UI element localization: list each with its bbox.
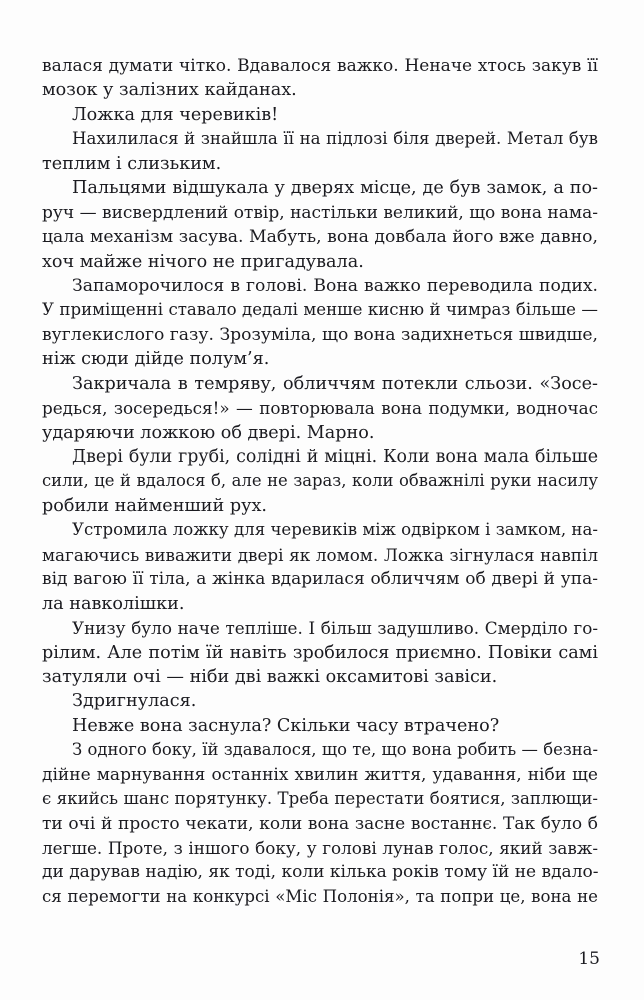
text-line: рілим. Але потім їй навіть зробилося приємно. Повіки самі bbox=[42, 642, 598, 663]
text-line: дійне марнування останніх хвилин життя, удавання, ніби ще bbox=[42, 764, 598, 785]
text-line: затуляли очі — ніби дві важкі оксамитові завіси. bbox=[42, 666, 498, 687]
text-line: Запаморочилося в голові. Вона важко переводила подих. bbox=[72, 275, 598, 296]
text-line: З одного боку, їй здавалося, що те, що вона робить — безна- bbox=[72, 740, 598, 760]
text-line: ся перемогти на конкурсі «Міс Полонія», та попри це, вона не bbox=[42, 886, 598, 906]
body-text bbox=[42, 54, 598, 909]
text-line: валася думати чітко. Вдавалося важко. Неначе хтось закув її bbox=[42, 56, 598, 76]
text-line: ти очі й просто чекати, коли вона засне востаннє. Так було б bbox=[42, 813, 598, 834]
text-line: від вагою її тіла, а жінка вдарилася обличчям об двері й упа- bbox=[42, 569, 598, 590]
text-line: сили, це й вдалося б, але не зараз, коли обважнілі руки насилу bbox=[42, 471, 598, 491]
text-line: хоч майже нічого не пригадувала. bbox=[42, 251, 364, 272]
text-line: теплим і слизьким. bbox=[42, 153, 222, 174]
text-line: легше. Проте, з іншого боку, у голові лунав голос, який завж- bbox=[42, 838, 598, 858]
text-line: Унизу було наче тепліше. І більш задушливо. Смерділо го- bbox=[72, 618, 598, 639]
text-line: У приміщенні ставало дедалі менше кисню й чимраз більше — bbox=[42, 300, 598, 320]
text-line: вуглекислого газу. Зрозуміла, що вона задихнеться швидше, bbox=[42, 324, 599, 345]
page-number: 15 bbox=[578, 949, 600, 969]
text-line: магаючись виважити двері як ломом. Ложка зігнулася навпіл bbox=[42, 544, 598, 565]
text-line: ди дарував надію, як тоді, коли кілька років тому їй не вдало- bbox=[42, 862, 599, 883]
text-line: Закричала в темряву, обличчям потекли сльози. «Зосе- bbox=[72, 373, 598, 394]
text-line: робили найменший рух. bbox=[42, 495, 267, 516]
text-line: мозок у залізних кайданах. bbox=[42, 80, 297, 101]
text-line: Невже вона заснула? Скільки часу втрачено? bbox=[72, 715, 500, 736]
text-line: є якийсь шанс порятунку. Треба перестати боятися, заплющи- bbox=[42, 789, 598, 809]
text-line: редься, зосередься!» — повторювала вона подумки, водночас bbox=[42, 398, 598, 419]
text-line: Пальцями відшукала у дверях місце, де був замок, а по- bbox=[72, 178, 598, 199]
text-line: ніж сюди дійде полум’я. bbox=[42, 349, 270, 370]
text-line: цала механізм засува. Мабуть, вона довбала його вже давно, bbox=[42, 227, 598, 248]
text-line: руч — висвердлений отвір, настільки великий, що вона нама- bbox=[42, 202, 598, 223]
text-line: Ложка для черевиків! bbox=[72, 104, 279, 125]
text-line: Здригнулася. bbox=[72, 691, 197, 712]
text-line: Устромила ложку для черевиків між одвірком і замком, на- bbox=[72, 520, 598, 540]
text-line: Двері були грубі, солідні й міцні. Коли вона мала більше bbox=[72, 447, 598, 467]
text-line: Нахилилася й знайшла її на підлозі біля дверей. Метал був bbox=[72, 129, 598, 149]
text-line: ударяючи ложкою об двері. Марно. bbox=[42, 422, 375, 443]
text-line: ла навколішки. bbox=[42, 593, 185, 614]
